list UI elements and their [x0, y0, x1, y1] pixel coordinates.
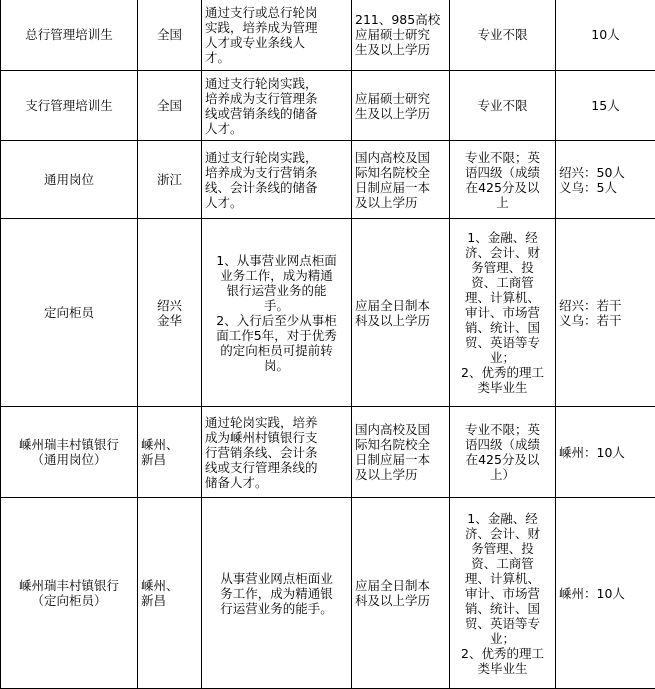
region-cell: 绍兴 金华	[138, 219, 202, 407]
education-cell: 国内高校及国 际知名院校全 日制应届一本 及以上学历	[352, 407, 450, 498]
region-cell: 嵊州、 新昌	[138, 498, 202, 689]
duties-cell: 通过支行或总行轮岗 实践，培养成为管理 人才或专业条线人 才。	[202, 0, 352, 71]
major-cell: 专业不限	[450, 71, 556, 141]
table-row	[1, 0, 655, 71]
region-cell: 全国	[138, 71, 202, 141]
duties-cell: 从事营业网点柜面业 务工作，成为精通银 行运营业务的能手。	[202, 498, 352, 689]
count-cell: 绍兴：若干 义乌：若干	[556, 219, 655, 407]
count-cell: 10人	[556, 0, 655, 71]
duties-cell: 通过轮岗实践，培养 成为嵊州村镇银行支 行营销条线、会计条 线或支行管理条线的 储备人才。	[202, 407, 352, 498]
table-row	[1, 219, 655, 407]
duties-cell: 1、从事营业网点柜面 业务工作，成为精通 银行运营业务的能 手。 2、入行后至少从事柜 面工作5年，对于优秀 的定向柜员可提前转 岗。	[202, 219, 352, 407]
position-cell: 总行管理培训生	[1, 0, 138, 71]
table-row	[1, 71, 655, 141]
position-cell: 定向柜员	[1, 219, 138, 407]
count-cell: 15人	[556, 71, 655, 141]
education-cell: 211、985高校 应届硕士研究 生及以上学历	[352, 0, 450, 71]
major-cell: 专业不限	[450, 0, 556, 71]
count-cell: 嵊州：10人	[556, 407, 655, 498]
education-cell: 应届全日制本 科及以上学历	[352, 219, 450, 407]
position-cell: 支行管理培训生	[1, 71, 138, 141]
education-cell: 国内高校及国 际知名院校全 日制应届一本 及以上学历	[352, 141, 450, 219]
region-cell: 浙江	[138, 141, 202, 219]
major-cell: 专业不限；英 语四级（成绩 在425分及以 上）	[450, 407, 556, 498]
table-row	[1, 498, 655, 689]
education-cell: 应届硕士研究 生及以上学历	[352, 71, 450, 141]
count-cell: 绍兴：50人 义乌：5人	[556, 141, 655, 219]
duties-cell: 通过支行轮岗实践， 培养成为支行管理条 线或营销条线的储备 人才。	[202, 71, 352, 141]
region-cell: 全国	[138, 0, 202, 71]
major-cell: 1、金融、经 济、会计、财 务管理、投 资、工商管 理、计算机、 审计、市场营 销、统计、国 贸、英语等专 业； 2、优秀的理工 类毕业生	[450, 498, 556, 689]
count-cell: 嵊州：10人	[556, 498, 655, 689]
region-cell: 嵊州、 新昌	[138, 407, 202, 498]
education-cell: 应届全日制本 科及以上学历	[352, 498, 450, 689]
major-cell: 专业不限；英 语四级（成绩 在425分及以 上	[450, 141, 556, 219]
duties-cell: 通过支行轮岗实践， 培养成为支行营销条 线、会计条线的储备 人才。	[202, 141, 352, 219]
table-row	[1, 141, 655, 219]
position-cell: 嵊州瑞丰村镇银行 （通用岗位）	[1, 407, 138, 498]
table-row	[1, 407, 655, 498]
major-cell: 1、金融、经 济、会计、财 务管理、投 资、工商管 理、计算机、 审计、市场营 销、统计、国 贸、英语等专 业； 2、优秀的理工 类毕业生	[450, 219, 556, 407]
position-cell: 通用岗位	[1, 141, 138, 219]
position-cell: 嵊州瑞丰村镇银行 （定向柜员）	[1, 498, 138, 689]
